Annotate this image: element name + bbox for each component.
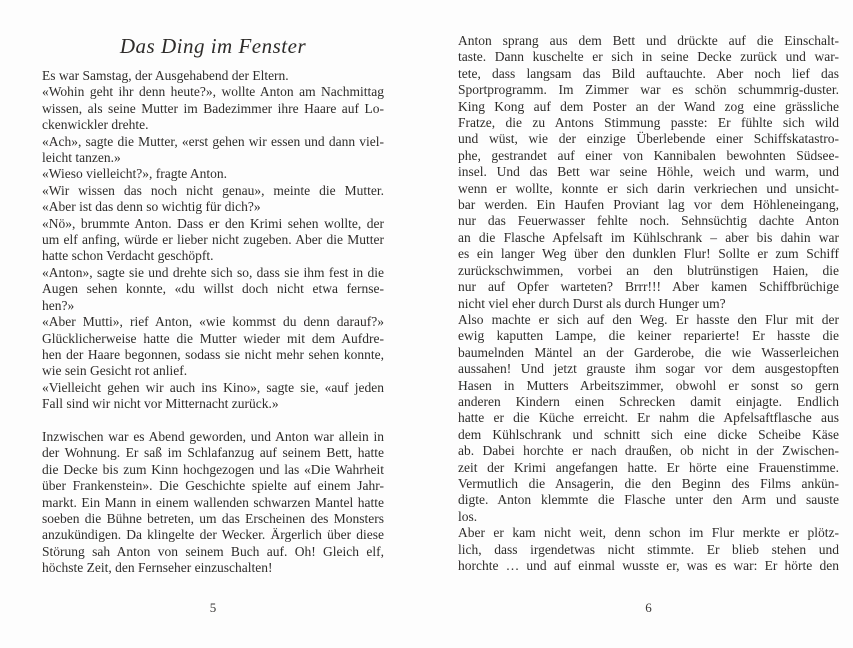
text-line: dem Kühlschrank und schnitt sich eine dicke Scheibe Käse — [458, 426, 839, 442]
paragraph — [458, 525, 839, 574]
text-line: ckenwickler drehte. — [42, 117, 149, 133]
text-line: «Vielleicht gehen wir auch ins Kino», sagte sie, «auf jeden — [42, 379, 384, 395]
text-line: digte. Anton klemmte die Flasche unter den Arm und sauste — [458, 492, 839, 508]
text-line: «Wohin geht ihr denn heute?», wollte Anton am Nachmittag — [42, 84, 384, 100]
text-line: wenn er wollte, konnte er sich darin verkriechen und unsicht- — [458, 180, 839, 196]
text-line: bar werden. Ein Haufen Proviant lag vor dem Höhleneingang, — [458, 197, 839, 213]
text-line: um elf anfing, würde er lieber nicht zugeben. Aber die Mutter — [42, 232, 384, 248]
page-number-left: 5 — [209, 600, 217, 615]
paragraph — [42, 183, 384, 216]
paragraph — [42, 265, 384, 314]
paragraph — [42, 166, 384, 182]
text-line: aussahen! Und jetzt grauste ihm sogar vor dem ausgestopften — [458, 361, 839, 377]
text-line: Inzwischen war es Abend geworden, und Anton war allein in — [42, 428, 384, 444]
text-line: Fratze, die zu Antons Stimmung passte: Er fühlte sich wild — [458, 115, 839, 131]
paragraph — [42, 314, 384, 380]
paragraph — [458, 33, 839, 312]
text-line: King Kong auf dem Poster an der Wand zog eine grässliche — [458, 98, 839, 114]
text-line: ewig kaputten Lampe, die keiner reparierte! Er hasste die — [458, 328, 839, 344]
text-line: anzukündigen. Da klingelte der Wecker. Ärgerlich über diese — [42, 527, 384, 543]
text-line: Glücklicherweise hatte die Mutter wieder mit dem Aufdre- — [42, 330, 384, 346]
text-line: Vermutlich die Ansagerin, die den Beginn des Films ankün- — [458, 475, 839, 491]
text-line: wissen, als seine Mutter im Badezimmer ihre Haare auf Lo- — [42, 100, 384, 116]
text-line: «Nö», brummte Anton. Dass er den Krimi sehen wollte, der — [42, 215, 384, 231]
text-line: nicht viel eher durch Durst als durch Hunger um? — [458, 295, 726, 311]
text-line: es ein langer Weg über den dunklen Flur! Sollte er zum Schiff — [458, 246, 839, 262]
chapter-title: Das Ding im Fenster — [119, 34, 307, 58]
text-line: Also machte er sich auf den Weg. Er hasste den Flur mit der — [458, 311, 839, 327]
text-line: «Aber ist das denn so wichtig für dich?» — [42, 199, 261, 215]
page-right-text-block — [458, 33, 839, 574]
text-line: und wüst, wie der einzige Überlebende einer Schiffskatastro- — [458, 131, 839, 147]
paragraph — [42, 216, 384, 265]
text-line: Störung sah Anton von seinem Buch auf. Oh! Gleich elf, — [42, 543, 384, 559]
text-line: höchste Zeit, den Fernseher einzuschalten! — [42, 560, 273, 576]
text-line: phe, gestrandet auf einer von Kannibalen bewohnten Südsee- — [458, 147, 839, 163]
page-right — [458, 0, 839, 648]
paragraph — [42, 380, 384, 413]
text-line: hen der Haare begonnen, sodass sie nicht mehr sehen konnte, — [42, 346, 384, 362]
text-line: Hasen in Mutters Arbeitszimmer, obwohl er sonst so gern — [458, 377, 839, 393]
text-line: anderen Kindern einen Schrecken damit einjagte. Endlich — [458, 393, 839, 409]
text-line: horchte … und auf einmal wusste er, was es war: Er hörte den — [458, 558, 839, 573]
text-line: Augen sehen konnte, «du willst doch nicht etwa fernse- — [42, 281, 384, 297]
text-line: lich, dass irgendetwas nicht stimmte. Er blieb stehen und — [458, 541, 839, 557]
paragraph — [42, 68, 384, 84]
text-line: taste. Dann kuschelte er sich in seine Decke zurück und war- — [458, 49, 839, 65]
text-line: baumelnden Mäntel an der Garderobe, die wie Wasserleichen — [458, 344, 839, 360]
text-line: über Frankenstein». Die Geschichte spielte auf einem Jahr- — [42, 478, 384, 494]
text-line: Fall sind wir nicht vor Mitternacht zurück.» — [42, 396, 279, 412]
text-line: nur auf Opfer warteten? Brrr!!! Aber kamen Schiffbrüchige — [458, 279, 839, 295]
text-line: zeit der Krimi angefangen hatte. Er hörte eine Frauenstimme. — [458, 459, 839, 475]
text-line: leicht tanzen.» — [42, 150, 121, 166]
text-line: tete, dass langsam das Bild auftauchte. Aber noch lief das — [458, 65, 839, 81]
paragraph — [42, 134, 384, 167]
text-line: «Ach», sagte die Mutter, «erst gehen wir essen und dann viel- — [42, 133, 384, 149]
text-line: «Aber Mutti», rief Anton, «wie kommst du denn darauf?» — [42, 314, 384, 330]
paragraph — [42, 84, 384, 133]
page-number-right: 6 — [645, 600, 652, 615]
text-line: wie sein Gesicht rot anlief. — [42, 363, 188, 379]
text-line: zurückschwimmen, vorbei an den blutrünstigen Haien, die — [458, 262, 839, 278]
text-line: insel. Und das Bett war seine Höhle, weich und warm, und — [458, 164, 839, 180]
text-line: hatte er die Küche erreicht. Er nahm die Apfelsaftflasche aus — [458, 410, 839, 426]
paragraph — [42, 429, 384, 577]
text-line: Aber er kam nicht weit, denn schon im Flur merkte er plötz- — [458, 525, 839, 541]
text-line: «Wieso vielleicht?», fragte Anton. — [42, 166, 228, 182]
text-line: hen?» — [42, 297, 75, 313]
text-line: an die Flasche Apfelsaft im Kühlschrank – aber bis dahin war — [458, 229, 839, 245]
text-line: soeben die Bühne betreten, um das Erscheinen des Monsters — [42, 510, 384, 526]
text-line: «Wir wissen das noch nicht genau», meinte die Mutter. — [42, 182, 384, 198]
text-line: «Anton», sagte sie und drehte sich so, dass sie ihm fest in die — [42, 264, 384, 280]
text-line: Es war Samstag, der Ausgehabend der Eltern. — [42, 68, 289, 83]
text-line: ab. Dabei horchte er nach draußen, ob nicht in der Zwischen- — [458, 443, 839, 459]
text-line: Sportprogramm. Im Zimmer war es schön schummrig-duster. — [458, 82, 839, 98]
page-left — [42, 0, 384, 648]
text-line: markt. Ein Mann in einem wallenden schwarzen Mantel hatte — [42, 494, 384, 510]
text-line: der Wohnung. Er saß im Schlafanzug auf seinem Bett, hatte — [42, 445, 384, 461]
text-line: hatte schon Verdacht geschöpft. — [42, 248, 214, 264]
paragraph — [458, 312, 839, 525]
text-line: Anton sprang aus dem Bett und drückte auf die Einschalt- — [458, 33, 839, 48]
text-line: die Decke bis zum Kinn hochgezogen und las «Die Wahrheit — [42, 461, 384, 477]
text-line: nur das Feuerwasser fehlte noch. Sehnsüchtig dachte Anton — [458, 213, 839, 229]
page-left-text-block — [42, 68, 384, 577]
text-line: los. — [458, 508, 478, 524]
